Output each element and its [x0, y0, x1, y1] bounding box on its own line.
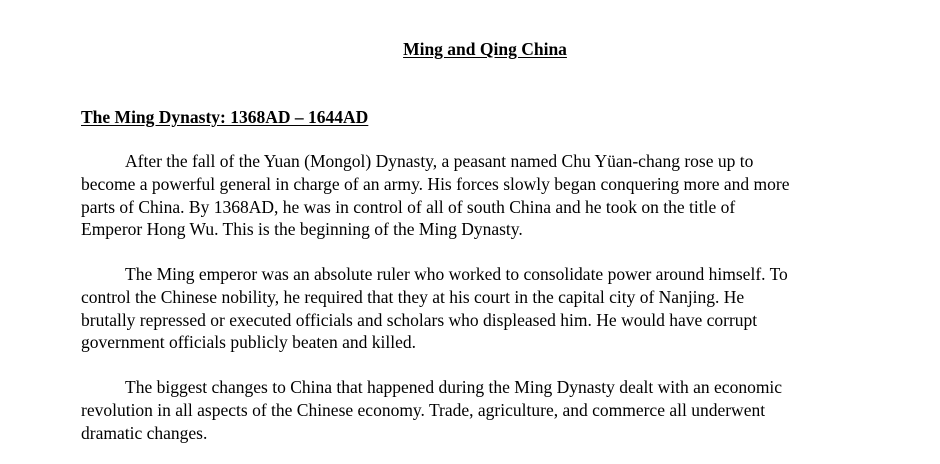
paragraph-line: Emperor Hong Wu. This is the beginning of the Ming Dynasty. — [81, 219, 523, 240]
paragraph-line: dramatic changes. — [81, 422, 208, 443]
paragraph-line: The biggest changes to China that happened during the Ming Dynasty dealt with an economic — [125, 377, 783, 397]
paragraph-line: government officials publicly beaten and killed. — [81, 332, 416, 353]
paragraph-line: parts of China. By 1368AD, he was in control of all of south China and he took on the title of — [81, 196, 736, 217]
paragraph-line: control the Chinese nobility, he required that they at his court in the capital city of Nanjing. He — [81, 286, 745, 307]
paragraph-economic-changes — [81, 376, 901, 444]
paragraph-ming-emperor — [81, 263, 901, 354]
document-title: Ming and Qing China — [403, 39, 567, 59]
paragraph-line: The Ming emperor was an absolute ruler who worked to consolidate power around himself. To — [125, 264, 788, 284]
paragraph-line: After the fall of the Yuan (Mongol) Dynasty, a peasant named Chu Yüan-chang rose up to — [125, 151, 754, 171]
paragraph-line: revolution in all aspects of the Chinese economy. Trade, agriculture, and commerce all underwent — [81, 399, 766, 420]
section-heading: The Ming Dynasty: 1368AD – 1644AD — [81, 107, 369, 127]
paragraph-line: brutally repressed or executed officials and scholars who displeased him. He would have corrupt — [81, 309, 758, 330]
paragraph-line: become a powerful general in charge of an army. His forces slowly began conquering more and more — [81, 173, 790, 194]
paragraph-yuan-fall — [81, 150, 901, 241]
